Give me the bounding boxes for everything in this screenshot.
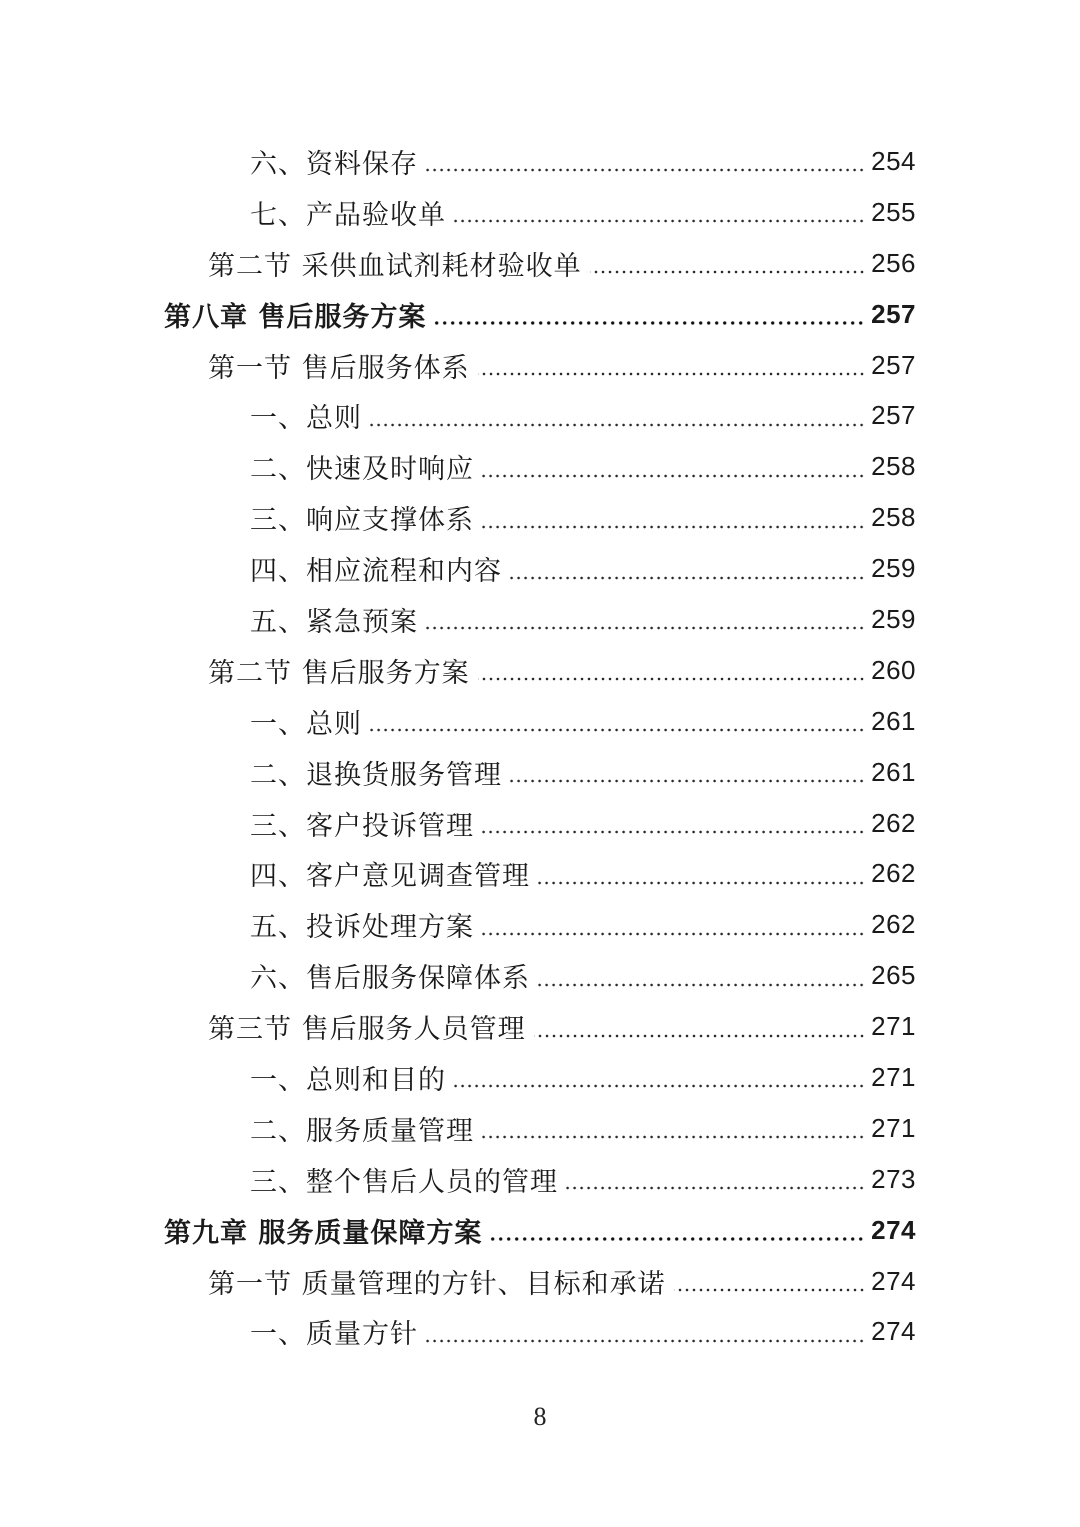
toc-entry-page-number: 271 — [871, 1011, 916, 1042]
toc-entry[interactable] — [0, 1154, 1080, 1205]
toc-dot-leader — [482, 1135, 865, 1139]
toc-entry[interactable] — [0, 441, 1080, 492]
toc-dot-leader — [482, 525, 865, 529]
toc-entry-title: 一、总则 — [250, 403, 362, 435]
toc-entry-title: 第二节 售后服务方案 — [208, 657, 470, 689]
toc-entry[interactable] — [0, 1052, 1080, 1103]
toc-dot-leader — [478, 372, 866, 376]
toc-entry-page-number: 261 — [871, 705, 916, 736]
toc-entry-title: 二、快速及时响应 — [250, 454, 474, 486]
toc-entry-page-number: 259 — [871, 553, 916, 584]
toc-entry[interactable] — [0, 594, 1080, 645]
toc-entry-page-number: 262 — [871, 807, 916, 838]
toc-entry-page-number: 257 — [871, 298, 916, 329]
toc-entry[interactable] — [0, 1306, 1080, 1357]
toc-entry-title: 第九章 服务质量保障方案 — [164, 1217, 483, 1249]
toc-dot-leader — [482, 830, 865, 834]
toc-entry[interactable] — [0, 390, 1080, 441]
toc-dot-leader — [434, 321, 865, 325]
toc-entry-page-number: 257 — [871, 349, 916, 380]
toc-entry[interactable] — [0, 492, 1080, 543]
toc-entry-page-number: 262 — [871, 909, 916, 940]
toc-entry[interactable] — [0, 950, 1080, 1001]
toc-entry-title: 七、产品验收单 — [250, 199, 446, 231]
toc-entry-page-number: 265 — [871, 960, 916, 991]
toc-entry-title: 一、总则 — [250, 708, 362, 740]
toc-entry[interactable] — [0, 136, 1080, 187]
toc-entry-title: 第二节 采供血试剂耗材验收单 — [208, 250, 582, 282]
toc-entry-title: 三、客户投诉管理 — [250, 810, 474, 842]
toc-entry-title: 一、总则和目的 — [250, 1064, 446, 1096]
toc-entry-title: 第三节 售后服务人员管理 — [208, 1014, 526, 1046]
toc-entry-title: 三、响应支撑体系 — [250, 505, 474, 537]
toc-dot-leader — [426, 1339, 865, 1343]
toc-entry-page-number: 274 — [871, 1316, 916, 1347]
toc-dot-leader — [482, 932, 865, 936]
toc-entry-page-number: 271 — [871, 1061, 916, 1092]
toc-entry[interactable] — [0, 1001, 1080, 1052]
toc-dot-leader — [426, 168, 865, 172]
toc-dot-leader — [538, 881, 865, 885]
toc-entry-page-number: 256 — [871, 247, 916, 278]
toc-entry-page-number: 271 — [871, 1112, 916, 1143]
toc-dot-leader — [454, 219, 865, 223]
toc-entry[interactable] — [0, 340, 1080, 391]
toc-dot-leader — [534, 1034, 866, 1038]
toc-dot-leader — [590, 270, 866, 274]
toc-entry-title: 四、相应流程和内容 — [250, 556, 502, 588]
toc-dot-leader — [510, 576, 865, 580]
toc-entry-title: 五、投诉处理方案 — [250, 912, 474, 944]
toc-entry[interactable] — [0, 1256, 1080, 1307]
toc-dot-leader — [490, 1237, 865, 1241]
toc-entry-title: 三、整个售后人员的管理 — [250, 1166, 558, 1198]
toc-dot-leader — [370, 728, 865, 732]
toc-entry-title: 四、客户意见调查管理 — [250, 861, 530, 893]
toc-entry-page-number: 274 — [871, 1265, 916, 1296]
toc-dot-leader — [370, 423, 865, 427]
toc-entry-page-number: 259 — [871, 603, 916, 634]
toc-entry[interactable] — [0, 645, 1080, 696]
toc-dot-leader — [426, 626, 865, 630]
toc-entry-page-number: 258 — [871, 451, 916, 482]
toc-entry-title: 二、退换货服务管理 — [250, 759, 502, 791]
toc-entry-page-number: 273 — [871, 1163, 916, 1194]
toc-entry[interactable] — [0, 848, 1080, 899]
toc-entry-page-number: 254 — [871, 145, 916, 176]
page-number: 8 — [533, 1402, 547, 1431]
toc-dot-leader — [454, 1084, 865, 1088]
toc-entry-page-number: 262 — [871, 858, 916, 889]
toc-entry-title: 六、资料保存 — [250, 148, 418, 180]
toc-entry-title: 第一节 质量管理的方针、目标和承诺 — [208, 1268, 666, 1300]
toc-dot-leader — [482, 474, 865, 478]
toc-entry-page-number: 257 — [871, 400, 916, 431]
toc-entry-title: 六、售后服务保障体系 — [250, 963, 530, 995]
toc-entry-page-number: 261 — [871, 756, 916, 787]
toc-entry[interactable] — [0, 543, 1080, 594]
toc-entry-page-number: 255 — [871, 196, 916, 227]
toc-entry-title: 一、质量方针 — [250, 1319, 418, 1351]
toc-dot-leader — [674, 1288, 866, 1292]
toc-entry-page-number: 274 — [871, 1214, 916, 1245]
toc-entry-title: 第一节 售后服务体系 — [208, 352, 470, 384]
toc-dot-leader — [538, 983, 865, 987]
toc-entry-page-number: 258 — [871, 502, 916, 533]
toc-entry[interactable] — [0, 238, 1080, 289]
toc-dot-leader — [478, 677, 866, 681]
toc-entry[interactable] — [0, 798, 1080, 849]
toc-dot-leader — [510, 779, 865, 783]
toc-entry[interactable] — [0, 696, 1080, 747]
toc-entry[interactable] — [0, 1205, 1080, 1256]
toc-entry-title: 二、服务质量管理 — [250, 1115, 474, 1147]
toc-entry[interactable] — [0, 289, 1080, 340]
toc-entry[interactable] — [0, 747, 1080, 798]
toc-dot-leader — [566, 1186, 865, 1190]
toc-entry-page-number: 260 — [871, 654, 916, 685]
table-of-contents — [0, 136, 1080, 1357]
toc-entry-title: 第八章 售后服务方案 — [164, 301, 427, 333]
toc-entry-title: 五、紧急预案 — [250, 606, 418, 638]
toc-entry[interactable] — [0, 187, 1080, 238]
toc-entry[interactable] — [0, 899, 1080, 950]
toc-entry[interactable] — [0, 1103, 1080, 1154]
